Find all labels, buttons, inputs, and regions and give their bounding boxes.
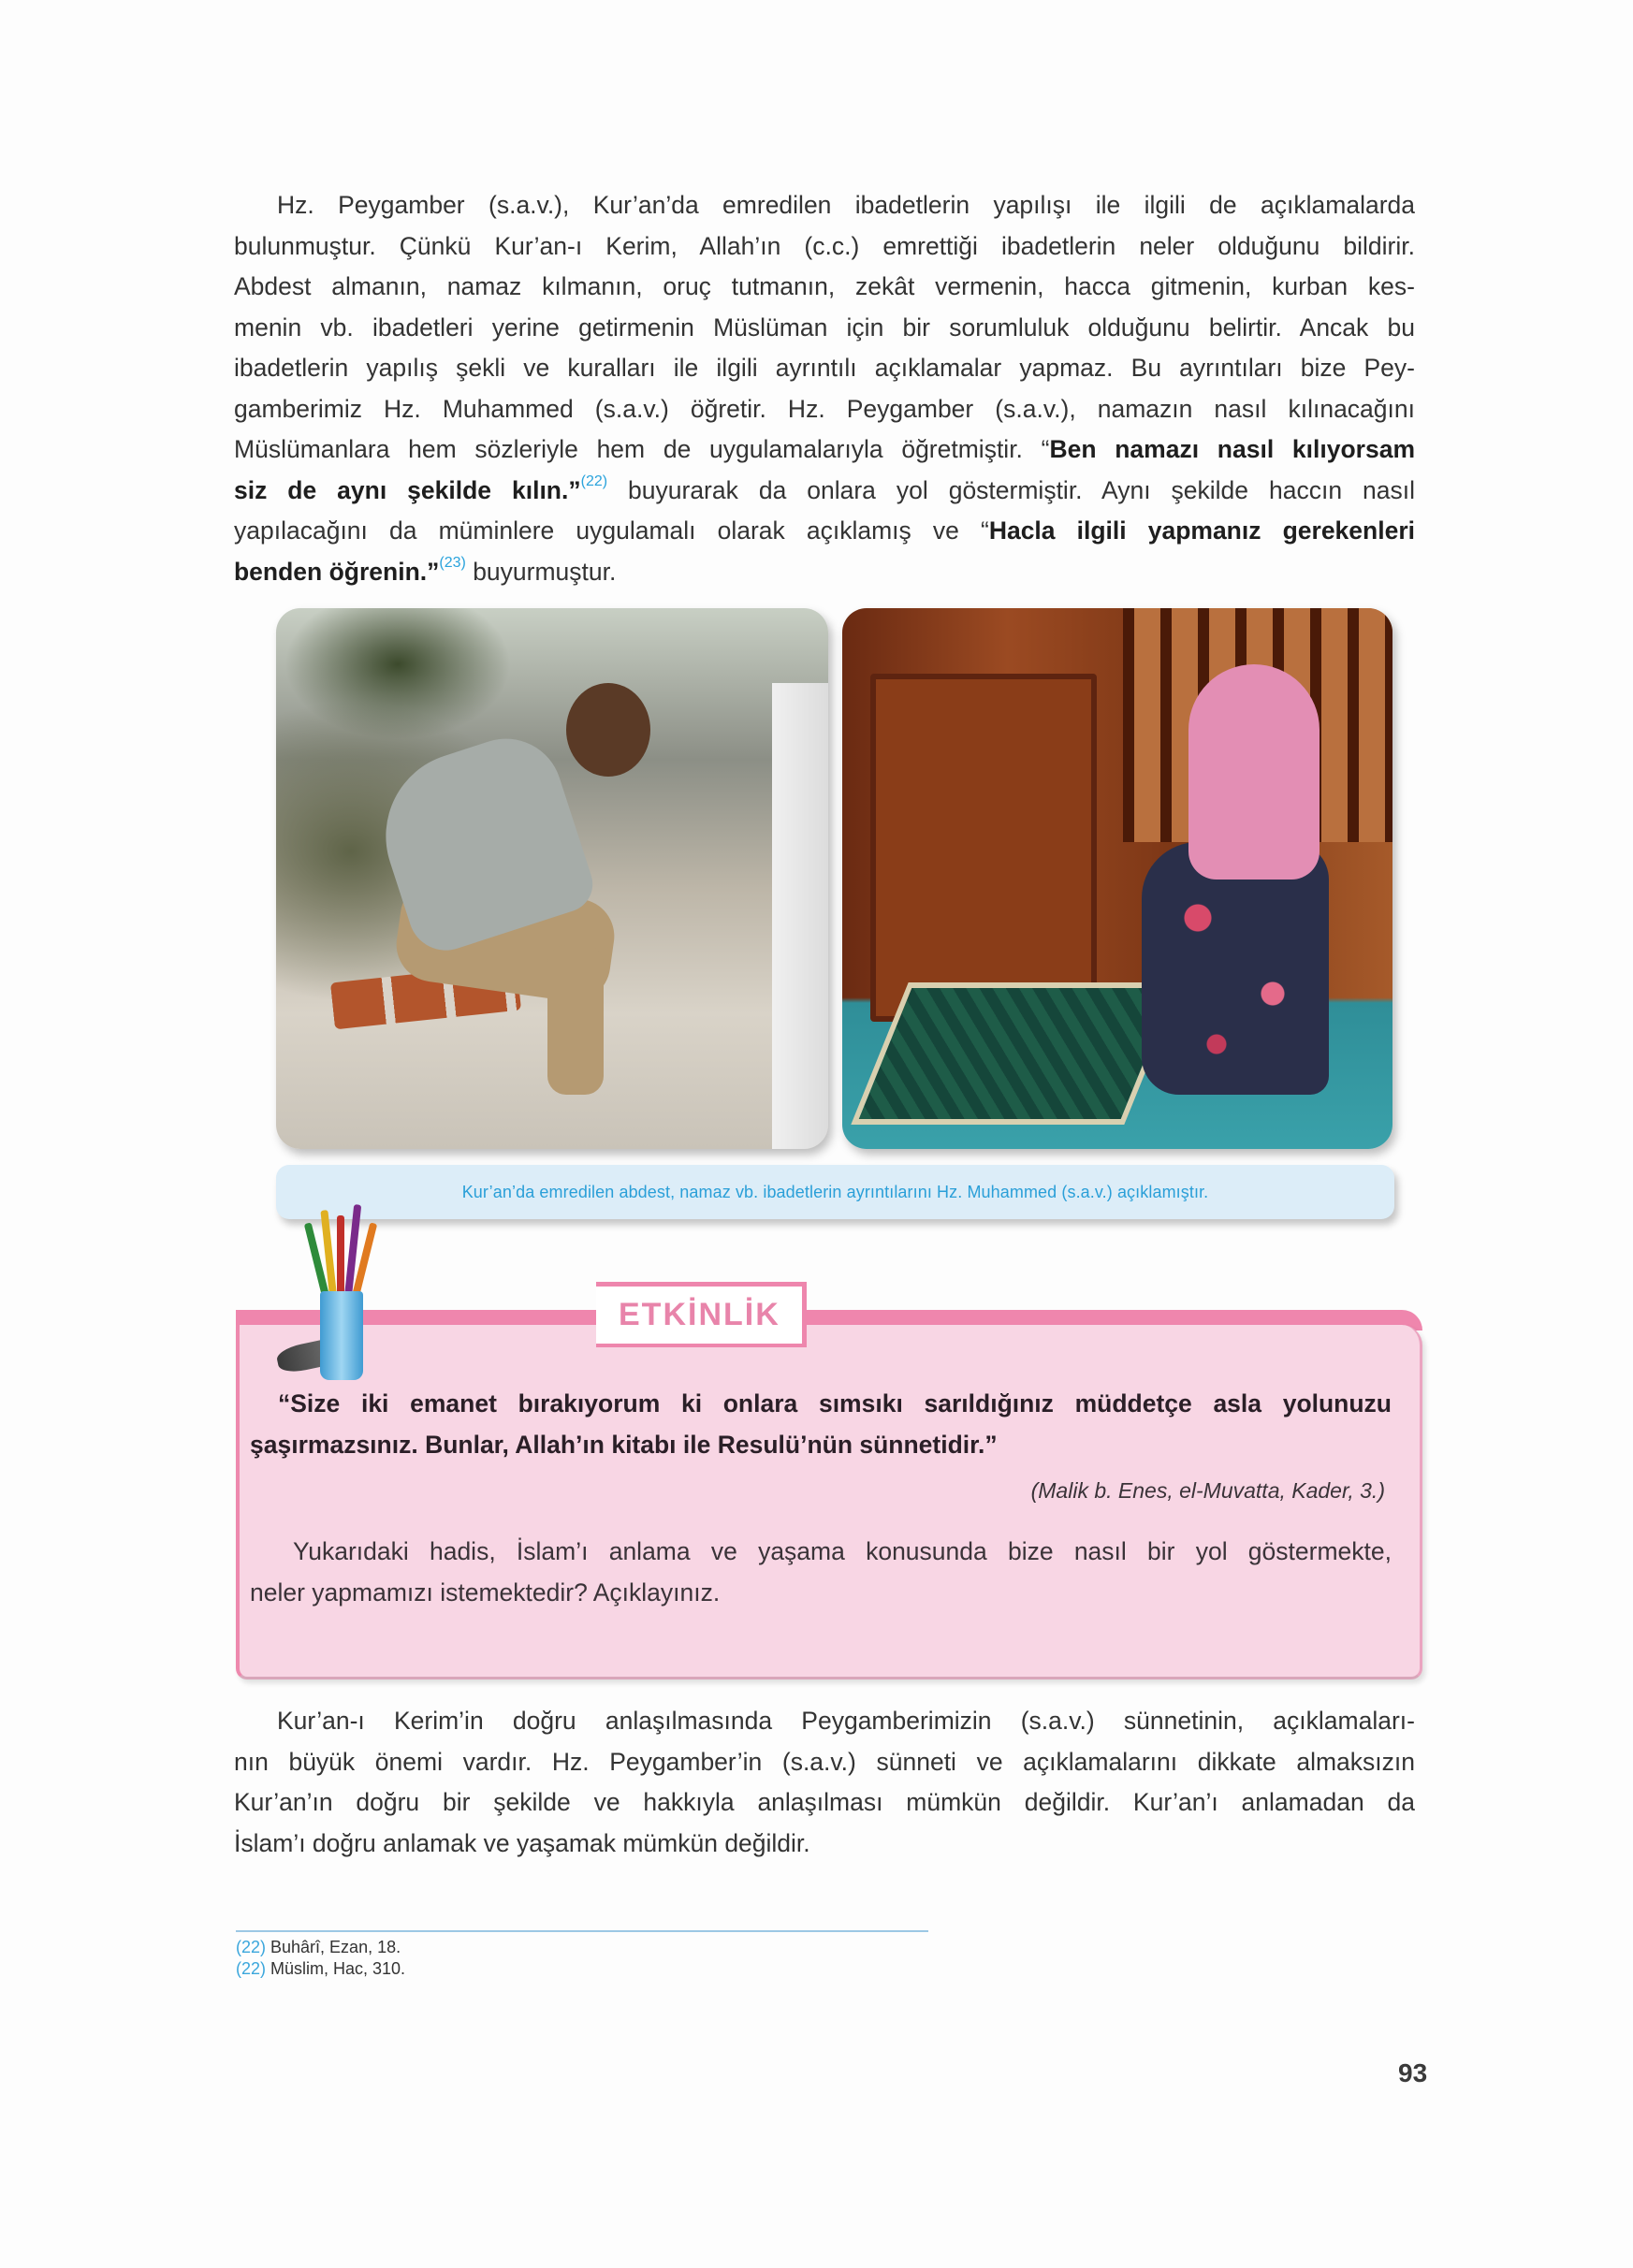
paragraph-line: menin vb. ibadetleri yerine getirmenin Müslüman için bir sorumluluk olduğunu belirtir. Ancak bu <box>234 313 1415 342</box>
text-run: yapılacağını da müminlere uygulamalı olarak açıklamış ve “ <box>234 516 989 545</box>
pencil-cup-icon <box>273 1226 376 1385</box>
footnotes <box>236 1937 405 1980</box>
footnote-item <box>236 1937 405 1958</box>
intro-paragraph <box>234 185 1415 592</box>
activity-box <box>236 1297 1422 1679</box>
footnote-text: Müslim, Hac, 310. <box>266 1959 406 1978</box>
paragraph-line: İslam’ı doğru anlamak ve yaşamak mümkün değildir. <box>234 1828 810 1857</box>
paragraph-line <box>234 471 1415 512</box>
activity-label <box>596 1282 807 1347</box>
ablution-photo <box>276 608 828 1149</box>
man-figure <box>547 945 604 1095</box>
activity-question <box>250 1531 1392 1613</box>
prayer-photo <box>842 608 1392 1149</box>
question-line: Yukarıdaki hadis, İslam’ı anlama ve yaşama konusunda bize nasıl bir yol göstermekte, <box>293 1537 1392 1565</box>
footnote-item <box>236 1958 405 1980</box>
pencil-icon <box>337 1215 344 1296</box>
page-number: 93 <box>1398 2058 1428 2087</box>
text-run: Müslümanlara hem sözleriyle hem de uygulamalarıyla öğretmiştir. “ <box>234 435 1050 463</box>
paragraph-line: Kur’an-ı Kerim’in doğru anlaşılmasında Peygamberimizin (s.a.v.) sünnetinin, açıklamaları- <box>277 1707 1415 1735</box>
paragraph-line: Abdest almanın, namaz kılmanın, oruç tutmanın, zekât vermenin, hacca gitmenin, kurban kes- <box>234 272 1415 300</box>
hadith-source: (Malik b. Enes, el-Muvatta, Kader, 3.) <box>1030 1478 1385 1503</box>
footnote-ref-23[interactable]: (23) <box>439 554 466 571</box>
girl-figure <box>1142 842 1329 1095</box>
quote-line: “Size iki emanet bırakıyorum ki onlara sımsıkı sarıldığınız müddetçe asla yolunuzu <box>278 1389 1392 1418</box>
paragraph-line: Hz. Peygamber (s.a.v.), Kur’an’da emredilen ibadetlerin yapılışı ile ilgili de açıklamalarda <box>277 191 1415 219</box>
hadith-quote <box>250 1383 1392 1465</box>
photo-caption <box>276 1165 1394 1219</box>
prayer-rug <box>851 982 1181 1125</box>
footnote-number: (22) <box>236 1938 267 1956</box>
text-run: buyurarak da onlara yol göstermiştir. Aynı şekilde haccın nasıl <box>607 475 1415 504</box>
paragraph-line <box>234 429 1415 471</box>
man-figure <box>566 683 650 777</box>
caption-text: Kur’an’da emredilen abdest, namaz vb. ibadetlerin ayrıntılarını Hz. Muhammed (s.a.v.) açıklamıştır. <box>461 1182 1209 1201</box>
fountain-pillar <box>772 683 828 1149</box>
hadith-quote-bold: Ben namazı nasıl kılıyorsam <box>1049 435 1416 463</box>
question-line: neler yapmamızı istemektedir? Açıklayınız. <box>250 1578 721 1606</box>
footnote-divider <box>236 1930 928 1932</box>
conclusion-paragraph <box>234 1701 1415 1864</box>
paragraph-line: Kur’an’ın doğru bir şekilde ve hakkıyla anlaşılması mümkün değildir. Kur’an’ı anlamadan da <box>234 1788 1415 1816</box>
wooden-panel <box>870 674 1097 1022</box>
paragraph-line: nın büyük önemi vardır. Hz. Peygamber’in (s.a.v.) sünneti ve açıklamalarını dikkate almaksızın <box>234 1747 1415 1776</box>
footnote-text: Buhârî, Ezan, 18. <box>266 1938 401 1956</box>
quote-line: şaşırmazsınız. Bunlar, Allah’ın kitabı ile Resulü’nün sünnetidir.” <box>250 1431 998 1459</box>
girl-figure <box>1188 664 1320 880</box>
activity-title: ETKİNLİK <box>619 1297 780 1332</box>
cup-icon <box>320 1291 363 1380</box>
hadith-quote-bold: benden öğrenin.” <box>234 557 440 586</box>
text-run: buyurmuştur. <box>465 557 617 586</box>
paragraph-line: gamberimiz Hz. Muhammed (s.a.v.) öğretir. Hz. Peygamber (s.a.v.), namazın nasıl kılınacağını <box>234 394 1415 423</box>
footnote-number: (22) <box>236 1959 267 1978</box>
hadith-quote-bold: siz de aynı şekilde kılın.” <box>234 475 581 504</box>
paragraph-line <box>234 552 1415 593</box>
hadith-quote-bold: Hacla ilgili yapmanız gerekenleri <box>988 516 1415 545</box>
paragraph-line: ibadetlerin yapılış şekli ve kuralları ile ilgili ayrıntılı açıklamalar yapmaz. Bu ayrıntıları bize Pey- <box>234 354 1415 382</box>
paragraph-line: bulunmuştur. Çünkü Kur’an-ı Kerim, Allah’ın (c.c.) emrettiği ibadetlerin neler olduğunu bildirir. <box>234 231 1415 260</box>
paragraph-line <box>234 511 1415 552</box>
footnote-ref-22[interactable]: (22) <box>580 472 608 489</box>
